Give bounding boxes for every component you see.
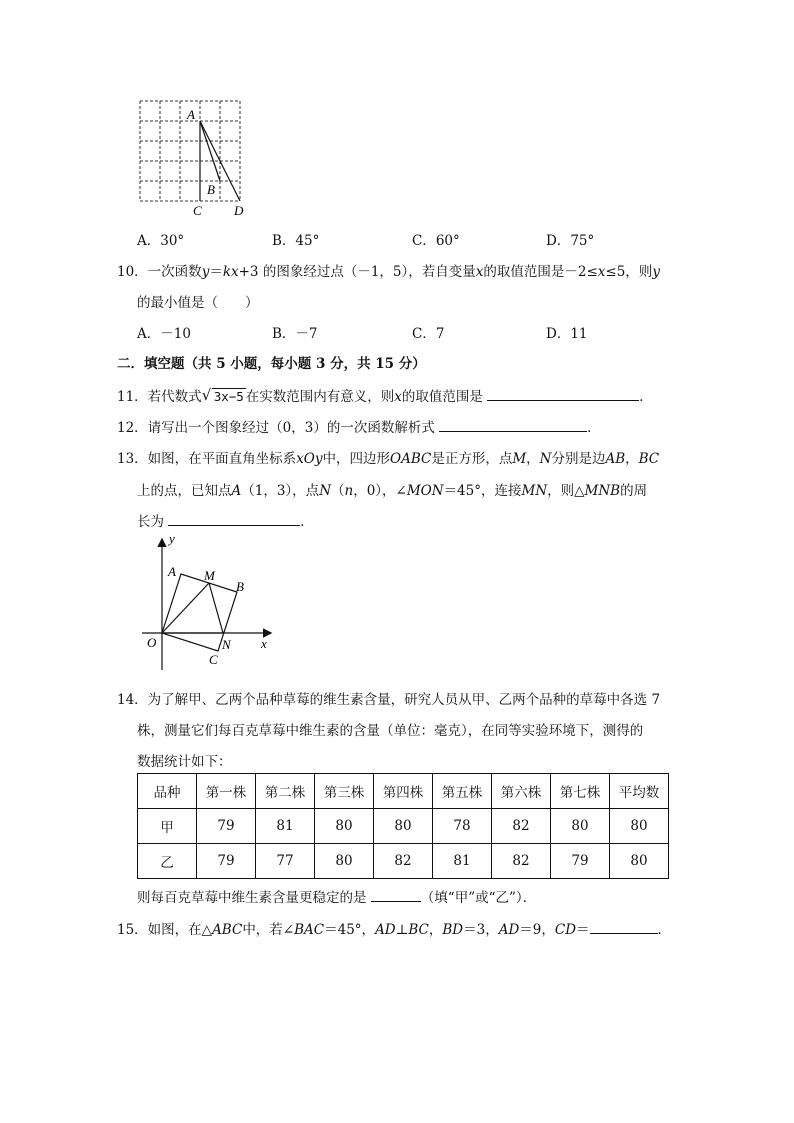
q15-blank[interactable] — [590, 919, 658, 934]
q11-sqrt: √ 3x−5 — [201, 386, 244, 404]
table-header-cell: 第二株 — [256, 774, 315, 809]
q13-line2: 上的点，已知点A（1，3），点N（n，0），∠MON＝45°，连接MN，则△MNB的周 — [137, 483, 648, 499]
table-header-cell: 第五株 — [433, 774, 492, 809]
q10-option-c: C．7 — [412, 326, 445, 342]
table-cell: 77 — [256, 844, 315, 879]
q9-label-b: B — [207, 182, 215, 197]
table-header-cell: 第四株 — [374, 774, 433, 809]
q9-option-c: C．60° — [412, 233, 460, 249]
table-header-cell: 品种 — [138, 774, 197, 809]
table-cell: 80 — [315, 809, 374, 844]
table-cell: 80 — [374, 809, 433, 844]
q15-line: 15．如图，在△ABC中，若∠BAC＝45°，AD⊥BC，BD＝3，AD＝9，CD＝ ． — [117, 918, 671, 938]
table-cell: 80 — [610, 844, 669, 879]
table-cell: 82 — [374, 844, 433, 879]
table-cell: 80 — [551, 809, 610, 844]
q10-option-a: A．－10 — [137, 326, 191, 342]
q13-label-m: M — [204, 568, 215, 583]
table-cell: 80 — [315, 844, 374, 879]
q11-blank[interactable] — [487, 386, 639, 401]
q10-line2: 的最小值是（ ） — [137, 295, 259, 311]
q12-blank[interactable] — [439, 417, 587, 432]
q9-option-b: B．45° — [272, 233, 320, 249]
q13-label-o: O — [147, 635, 157, 650]
table-cell: 79 — [197, 844, 256, 879]
q13-label-a: A — [168, 564, 176, 579]
table-row — [138, 809, 669, 844]
section2-title: 二．填空题（共 5 小题，每小题 3 分，共 15 分） — [117, 356, 426, 372]
q9-option-d: D．75° — [546, 233, 595, 249]
table-header-cell: 第一株 — [197, 774, 256, 809]
q14-line2: 株，测量它们每百克草莓中维生素的含量（单位：毫克），在同等实验环境下，测得的 — [137, 723, 644, 739]
q13-label-c: C — [209, 652, 218, 667]
table-row — [138, 844, 669, 879]
table-cell: 甲 — [138, 809, 197, 844]
table-cell: 79 — [197, 809, 256, 844]
table-header-row — [138, 774, 669, 809]
q14-answer-line: 则每百克草莓中维生素含量更稳定的是 （填“甲”或“乙”）． — [137, 886, 536, 906]
table-cell: 乙 — [138, 844, 197, 879]
q10-option-b: B．－7 — [272, 326, 318, 342]
q13-line1: 13．如图，在平面直角坐标系xOy中，四边形OABC是正方形，点M，N分别是边AB，BC — [117, 451, 660, 467]
q11-line: 11．若代数式 √ 3x−5 在实数范围内有意义，则x的取值范围是 ． — [117, 386, 653, 405]
table-cell: 82 — [492, 809, 551, 844]
table-cell: 78 — [433, 809, 492, 844]
q9-option-a: A．30° — [137, 233, 185, 249]
q10-option-d: D．11 — [546, 326, 588, 342]
table-header-cell: 平均数 — [610, 774, 669, 809]
table-cell: 79 — [551, 844, 610, 879]
q14-table — [137, 773, 669, 879]
q14-line3: 数据统计如下： — [137, 754, 232, 770]
q9-label-a: A — [187, 107, 195, 122]
q9-label-c: C — [193, 203, 202, 218]
q14-line1: 14．为了解甲、乙两个品种草莓的维生素含量，研究人员从甲、乙两个品种的草莓中各选 7 — [117, 692, 661, 708]
q13-line3: 长为 ． — [137, 510, 314, 530]
q10-line1: 10．一次函数y＝kx+3 的图象经过点（－1，5），若自变量x的取值范围是－2≤x≤5，则y — [117, 264, 660, 280]
q13-label-y: y — [169, 532, 175, 546]
q13-label-x: x — [261, 636, 267, 651]
q13-figure — [138, 532, 278, 672]
table-header-cell: 第六株 — [492, 774, 551, 809]
q13-blank[interactable] — [168, 511, 300, 526]
table-header-cell: 第七株 — [551, 774, 610, 809]
q12-line: 12．请写出一个图象经过（0，3）的一次函数解析式 ． — [117, 416, 601, 436]
table-cell: 81 — [433, 844, 492, 879]
q14-blank[interactable] — [371, 887, 421, 902]
q13-label-n: N — [222, 637, 231, 652]
table-cell: 80 — [610, 809, 669, 844]
table-header-cell: 第三株 — [315, 774, 374, 809]
q13-label-b: B — [236, 579, 244, 594]
q9-figure — [135, 98, 250, 220]
table-cell: 81 — [256, 809, 315, 844]
table-cell: 82 — [492, 844, 551, 879]
q9-label-d: D — [234, 203, 244, 218]
